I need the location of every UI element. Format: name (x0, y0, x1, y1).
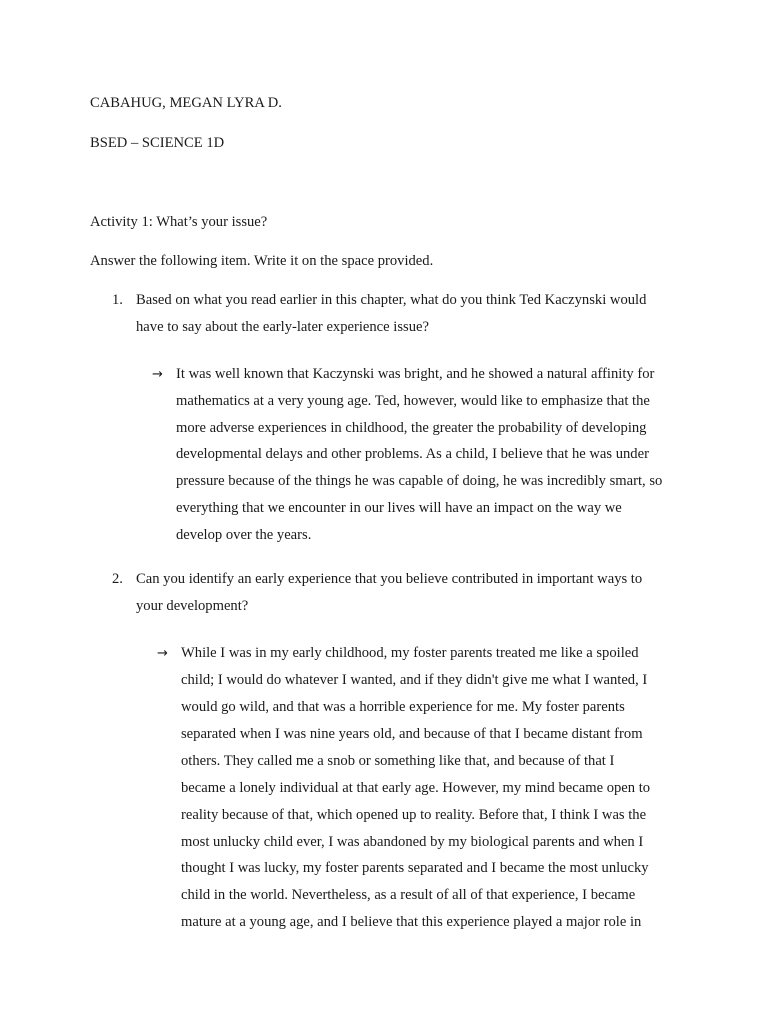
item-number: 1. (112, 292, 123, 308)
answer-line: child in the world. Nevertheless, as a result of all of that experience, I became (181, 887, 636, 903)
answer-line: mathematics at a very young age. Ted, however, would like to emphasize that the (176, 393, 650, 409)
answer-line: would go wild, and that was a horrible experience for me. My foster parents (181, 699, 625, 715)
arrow-icon: → (157, 646, 168, 661)
answer-line: became a lonely individual at that early age. However, my mind became open to (181, 780, 651, 796)
item-number: 2. (112, 571, 123, 587)
answer-line: others. They called me a snob or something like that, and because of that I (181, 753, 615, 769)
answer-line: more adverse experiences in childhood, the greater the probability of developing (176, 420, 647, 436)
activity-instruction: Answer the following item. Write it on the space provided. (90, 253, 434, 269)
question-line: Can you identify an early experience that you believe contributed in important ways to (136, 571, 643, 587)
answer-line: While I was in my early childhood, my foster parents treated me like a spoiled (181, 645, 639, 661)
answer-line: pressure because of the things he was capable of doing, he was incredibly smart, so (176, 473, 663, 489)
answer-line: separated when I was nine years old, and because of that I became distant from (181, 726, 643, 742)
answer-line: develop over the years. (176, 527, 312, 543)
answer-line: everything that we encounter in our lives will have an impact on the way we (176, 500, 622, 516)
activity-title: Activity 1: What’s your issue? (90, 214, 268, 230)
answer-line: It was well known that Kaczynski was bright, and he showed a natural affinity for (176, 366, 655, 382)
answer-line: mature at a young age, and I believe that this experience played a major role in (181, 914, 642, 930)
answer-line: most unlucky child ever, I was abandoned by my biological parents and when I (181, 834, 644, 850)
answer-line: child; I would do whatever I wanted, and if they didn't give me what I wanted, I (181, 672, 648, 688)
question-line: Based on what you read earlier in this chapter, what do you think Ted Kaczynski would (136, 292, 647, 308)
question-line: have to say about the early-later experience issue? (136, 319, 429, 335)
question-line: your development? (136, 598, 249, 614)
answer-line: thought I was lucky, my foster parents separated and I became the most unlucky (181, 860, 649, 876)
answer-line: developmental delays and other problems. As a child, I believe that he was under (176, 446, 649, 462)
arrow-icon: → (152, 367, 163, 382)
student-name: CABAHUG, MEGAN LYRA D. (90, 95, 282, 111)
course-section: BSED – SCIENCE 1D (90, 135, 225, 151)
answer-line: reality because of that, which opened up to reality. Before that, I think I was the (181, 807, 647, 823)
